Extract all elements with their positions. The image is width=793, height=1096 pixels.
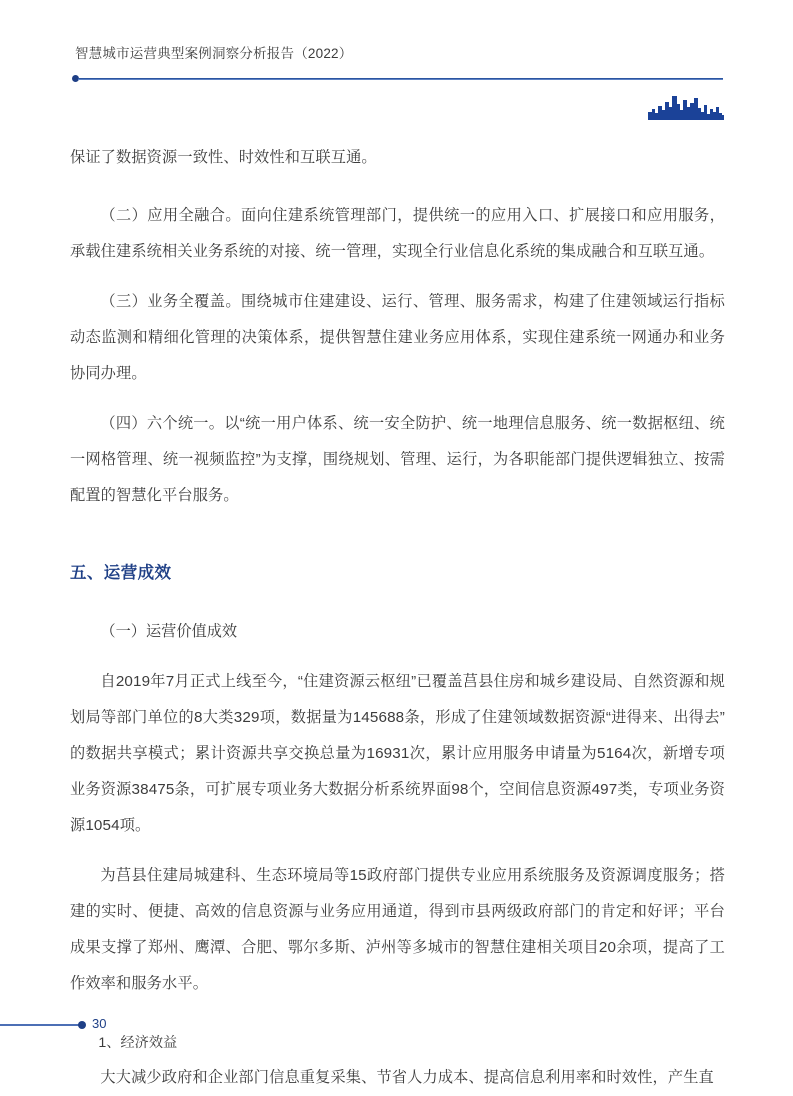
section-heading-operating-results: 五、运营成效 [70,564,172,582]
footer-accent-dot [78,1021,86,1029]
subheading-operating-value-results: （一）运营价值成效 [100,623,238,640]
paragraph-economic-benefit: 大大减少政府和企业部门信息重复采集、节省人力成本、提高信息利用率和时效性，产生直 [100,1069,714,1086]
page-footer [0,1016,793,1038]
header-title: 智慧城市运营典型案例洞察分析报告（2022） [75,46,353,61]
page-header [0,44,793,88]
footer-divider-rule [0,1024,80,1026]
city-skyline-icon [648,93,724,120]
paragraph-item-three: （三）业务全覆盖。围绕城市住建建设、运行、管理、服务需求，构建了住建领域运行指标动态监测和精细化管理的决策体系，提供智慧住建业务应用体系，实现住建系统一网通办和业务协同办理。 [70,293,725,382]
paragraph-value-services: 为莒县住建局城建科、生态环境局等15政府部门提供专业应用系统服务及资源调度服务；搭建的实时、便捷、高效的信息资源与业务应用通道，得到市县两级政府部门的肯定和好评；平台成果支撑了郑州、鹰潭、合肥、鄂尔多斯、泸州等多城市的智慧住建相关项目20余项，提高了工作效率和服务水平。 [70,867,725,992]
paragraph-intro-continuation: 保证了数据资源一致性、时效性和互联互通。 [70,149,377,166]
header-divider-rule [78,78,723,80]
page-number: 30 [92,1016,107,1031]
minor-heading-economic-benefit: 1、经济效益 [98,1035,178,1051]
paragraph-item-four: （四）六个统一。以“统一用户体系、统一安全防护、统一地理信息服务、统一数据枢纽、统一网格管理、统一视频监控”为支撑，围绕规划、管理、运行，为各职能部门提供逻辑独立、按需配置的智慧化平台服务。 [70,415,725,504]
paragraph-item-two: （二）应用全融合。面向住建系统管理部门，提供统一的应用入口、扩展接口和应用服务，承载住建系统相关业务系统的对接、统一管理，实现全行业信息化系统的集成融合和互联互通。 [70,207,725,260]
paragraph-value-statistics: 自2019年7月正式上线至今，“住建资源云枢纽”已覆盖莒县住房和城乡建设局、自然资源和规划局等部门单位的8大类329项，数据量为145688条，形成了住建领域数据资源“进得来、出得去”的数据共享模式；累计资源共享交换总量为16931次，累计应用服务申请量为5164次，新增专项业务资源38475条，可扩展专项业务大数据分析系统界面98个，空间信息资源497类，专项业务资源1054项。 [70,673,725,834]
document-body [70,140,725,1096]
